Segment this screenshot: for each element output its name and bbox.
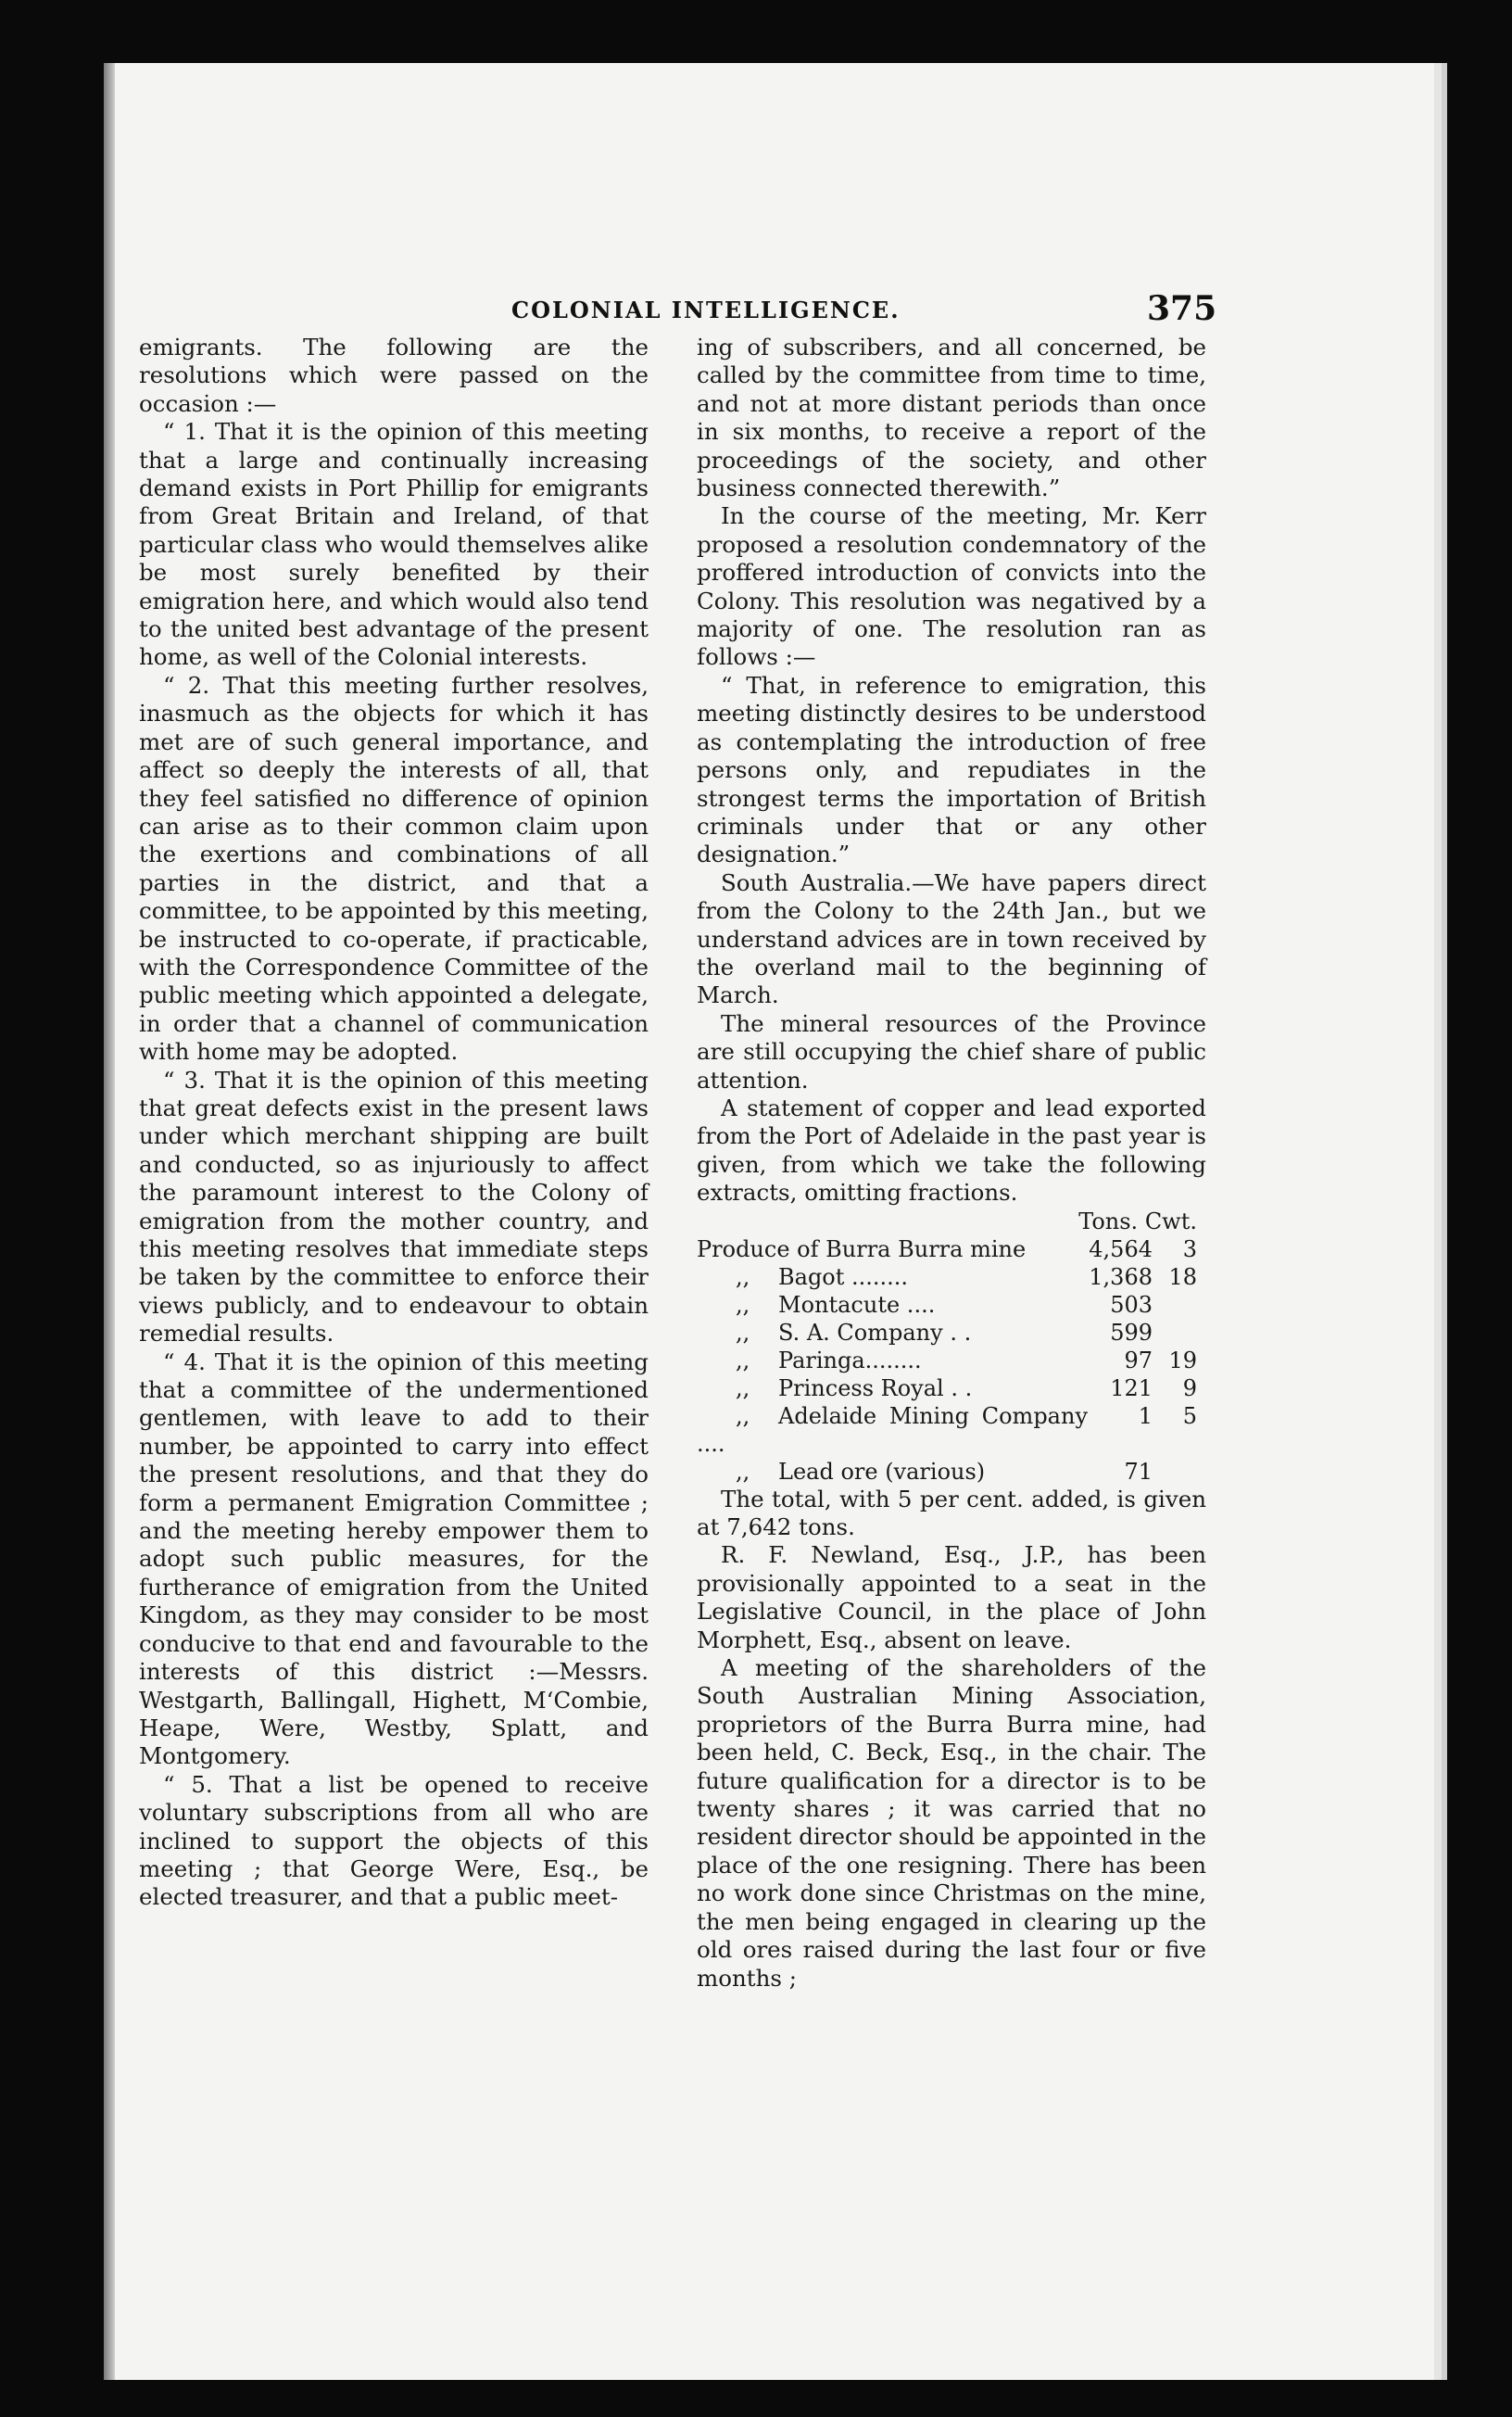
table-row [697,1263,1206,1291]
quoted-resolution: “ That, in reference to emigration, this meeting distinctly desires to be understood as contemplating the introduction of free persons only, and repudiates in the strongest terms the importation of British criminals under that or any other designation.” [697,671,1206,868]
paragraph: In the course of the meeting, Mr. Kerr proposed a resolution condemnatory of the proffered introduction of convicts into the Colony. This resolution was negatived by a majority of one. The resolution ran as follows :— [697,502,1206,671]
mine-name: Lead ore (various) [778,1458,986,1485]
south-australia-paragraph: South Australia.—We have papers direct from the Colony to the 24th Jan., but we understand advices are in town received by the overland mail to the beginning of March. [697,868,1206,1009]
mine-name: Burra Burra mine [825,1235,1027,1262]
ditto-mark: ,, [736,1458,750,1485]
paragraph: emigrants. The following are the resolutions which were passed on the occasion :— [139,334,649,417]
page-number: 375 [1147,289,1217,328]
table-header: Tons. Cwt. [1078,1208,1197,1234]
resolution-1: “ 1. That it is the opinion of this meeting that a large and continually increasing demand exists in Port Phillip for emigrants from Great Britain and Ireland, of that particular class who would themselves alike be most surely benefited by their emigration here, and which would also tend to the united best advantage of the present home, as well of the Colonial interests. [139,418,649,671]
table-row [697,1402,1206,1458]
table-row [697,1347,1206,1374]
tons-cell: 1,368 [1089,1263,1153,1290]
tons-cell: 4,564 [1089,1235,1153,1262]
cwt-cell: 18 [1168,1263,1197,1290]
page-binding-edge [104,63,115,2380]
paragraph: ing of subscribers, and all concerned, be called by the committee from time to time, and not at more distant periods than once in six months, to receive a report of the proceedings of the society, and other business connected therewith.” [697,334,1206,502]
resolution-3: “ 3. That it is the opinion of this meeting that great defects exist in the present laws under which merchant shipping are built and conducted, so as injuriously to affect the paramount interest to the Colony of emigration from the mother country, and this meeting resolves that immediate steps be taken by the committee to enforce their views publicly, and to endeavour to obtain remedial results. [139,1066,649,1348]
ditto-mark: ,, [736,1319,750,1346]
produce-table [697,1208,1206,1486]
tons-cell: 599 [1110,1319,1153,1346]
tons-cell: 97 [1124,1347,1153,1373]
cwt-cell: 5 [1182,1402,1197,1429]
resolution-5: “ 5. That a list be opened to receive voluntary subscriptions from all who are inclined to support the objects of this meeting ; that George Were, Esq., be elected treasurer, and that a public meet- [139,1770,649,1911]
mine-name: Princess Royal . . [778,1374,973,1401]
ditto-mark: ,, [736,1402,750,1429]
table-row [697,1235,1206,1263]
cwt-cell: 9 [1182,1374,1197,1401]
table-row [697,1458,1206,1486]
table-row [697,1374,1206,1402]
resolution-2: “ 2. That this meeting further resolves, inasmuch as the objects for which it has met are of such general importance, and affect so deeply the interests of all, that they feel satisfied no difference of opinion can arise as to their common claim upon the exertions and combinations of all parties in the district, and that a committee, to be appointed by this meeting, be instructed to co-operate, if practicable, with the Correspondence Committee of the public meeting which appointed a delegate, in order that a channel of communication with home may be adopted. [139,671,649,1066]
cwt-cell [1153,1319,1206,1347]
tons-cell: 1 [1138,1402,1153,1429]
table-header-row [697,1208,1206,1235]
mining-association-paragraph: A meeting of the shareholders of the South Australian Mining Association, proprietors of the Burra Burra mine, had been held, C. Beck, Esq., in the chair. The future qualification for a director is to be twenty shares ; it was carried that no resident director should be appointed in the place of the one resigning. There has been no work done since Christmas on the mine, the men being engaged in clearing up the old ores raised during the last four or five months ; [697,1654,1206,1992]
left-column [139,334,649,1912]
paragraph: The total, with 5 per cent. added, is given at 7,642 tons. [697,1485,1206,1540]
cwt-cell [1153,1291,1206,1319]
ditto-mark: ,, [736,1263,750,1290]
ditto-mark: ,, [736,1347,750,1373]
running-head: COLONIAL INTELLIGENCE. [511,297,901,323]
cwt-cell: 3 [1182,1235,1197,1262]
tons-cell: 503 [1110,1291,1153,1318]
newland-paragraph: R. F. Newland, Esq., J.P., has been provisionally appointed to a seat in the Legislative Council, in the place of John Morphett, Esq., absent on leave. [697,1541,1206,1653]
mine-name: Bagot ........ [778,1263,909,1290]
resolution-4: “ 4. That it is the opinion of this meeting that a committee of the undermentioned gentlemen, with leave to add to their number, be appointed to carry into effect the present resolutions, and that they do form a permanent Emigration Committee ; and the meeting hereby empower them to adopt such public measures, for the furtherance of emigration from the United Kingdom, as they may consider to be most conducive to that end and favourable to the interests of this district :—Messrs. Westgarth, Ballingall, Highett, M‘Combie, Heape, Were, Westby, Splatt, and Montgomery. [139,1348,649,1770]
cwt-cell: 19 [1168,1347,1197,1373]
mine-name: Paringa........ [778,1347,922,1373]
tons-cell: 121 [1110,1374,1153,1401]
ditto-mark: ,, [736,1291,750,1318]
ditto-mark: ,, [736,1374,750,1401]
cwt-cell [1153,1458,1206,1486]
mine-name: Adelaide Mining Company .... [697,1402,1088,1457]
right-column [697,334,1206,1993]
table-prefix: Produce of [697,1235,819,1262]
paragraph: The mineral resources of the Province are still occupying the chief share of public attention. [697,1009,1206,1094]
tons-cell: 71 [1124,1458,1153,1485]
table-row [697,1291,1206,1319]
paragraph: A statement of copper and lead exported from the Port of Adelaide in the past year is given, from which we take the following extracts, omitting fractions. [697,1094,1206,1207]
table-row [697,1319,1206,1347]
mine-name: S. A. Company . . [778,1319,972,1346]
mine-name: Montacute .... [778,1291,936,1318]
